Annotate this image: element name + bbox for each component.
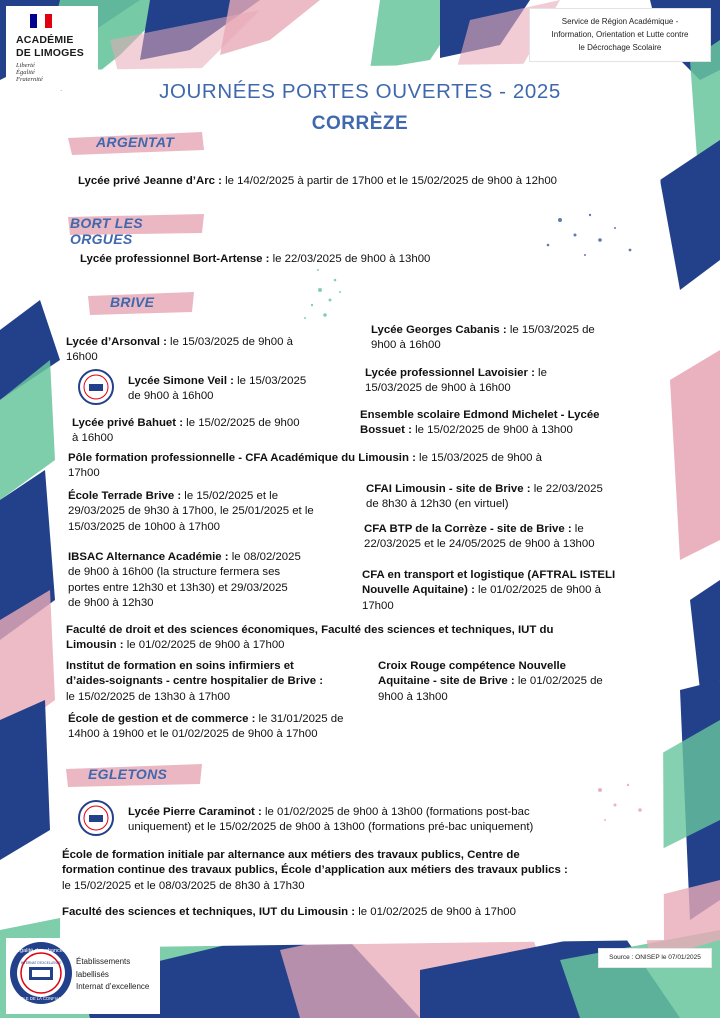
section-banner-egletons bbox=[64, 762, 204, 788]
service-info-box bbox=[529, 8, 711, 62]
logo-motto-2: Égalité bbox=[16, 69, 35, 76]
badge-text-top: Égalité des chances bbox=[16, 948, 66, 954]
section-banner-bort bbox=[66, 211, 206, 247]
entry-bort-artense: Lycée professionnel Bort-Artense : le 22/03/2025 de 9h00 à 13h00 bbox=[80, 253, 431, 265]
entry-croix-rouge: Croix Rouge compétence Nouvelle Aquitaine - site de Brive : le 01/02/2025 de 9h00 à 13h00 bbox=[378, 660, 603, 703]
section-label-egletons: EGLETONS bbox=[88, 766, 168, 782]
service-line-3: le Décrochage Scolaire bbox=[578, 43, 662, 52]
service-line-1: Service de Région Académique - bbox=[561, 17, 679, 26]
entry-edmond-michelet: Ensemble scolaire Edmond Michelet - Lycée Bossuet : le 15/02/2025 de 9h00 à 13h00 bbox=[360, 409, 600, 437]
badge-text-bottom: ÉCOLE DE LA CONFIANCE bbox=[14, 996, 68, 1001]
entry-travaux-publics: École de formation initiale par alternance aux métiers des travaux publics, Centre de formation continue des travaux publics, École d’application aux métiers des travaux publics : le 15/02/2025 et le 08/03/2025 de 8h30 à 17h30 bbox=[62, 849, 568, 892]
entry-bahuet: Lycée privé Bahuet : le 15/02/2025 de 9h00 à 16h00 bbox=[72, 417, 300, 445]
legend-line-1: Établissements bbox=[76, 957, 131, 966]
entry-georges-cabanis: Lycée Georges Cabanis : le 15/03/2025 de 9h00 à 16h00 bbox=[371, 324, 595, 352]
section-banner-argentat bbox=[66, 130, 206, 156]
entry-faculte-sciences-egletons: Faculté des sciences et techniques, IUT du Limousin : le 01/02/2025 de 9h00 à 17h00 bbox=[62, 906, 516, 918]
legend-line-2: labellisés bbox=[76, 969, 109, 979]
logo-line-1: ACADÉMIE bbox=[16, 34, 74, 46]
entry-cfa-transport-logistique: CFA en transport et logistique (AFTRAL ISTELI Nouvelle Aquitaine) : le 01/02/2025 de 9h00 à 17h00 bbox=[362, 569, 616, 612]
entry-jeanne-darc: Lycée privé Jeanne d’Arc : le 14/02/2025 à partir de 17h00 et le 15/02/2025 de 9h00 à 12h00 bbox=[78, 175, 557, 187]
entry-lavoisier: Lycée professionnel Lavoisier : le 15/03/2025 de 9h00 à 16h00 bbox=[365, 367, 547, 395]
internat-excellence-large-badge-icon bbox=[8, 940, 74, 1006]
entry-ifsi-brive: Institut de formation en soins infirmiers et d’aides-soignants - centre hospitalier de Brive : le 15/02/2025 de 13h30 à 17h00 bbox=[66, 660, 323, 703]
logo-motto-1: Liberté bbox=[16, 62, 35, 69]
legend-line-3: Internat d’excellence bbox=[76, 982, 150, 991]
internat-excellence-badge-icon bbox=[78, 369, 114, 405]
page-title: JOURNÉES PORTES OUVERTES - 2025 bbox=[159, 80, 561, 103]
internat-excellence-badge-icon bbox=[78, 800, 114, 836]
entry-faculte-droit: Faculté de droit et des sciences économiques, Faculté des sciences et techniques, IUT du Limousin : le 01/02/2025 de 9h00 à 17h00 bbox=[66, 624, 554, 652]
source-note: Source : ONISEP le 07/01/2025 bbox=[598, 948, 712, 968]
section-banner-brive bbox=[86, 290, 196, 316]
entry-arsonval: Lycée d’Arsonval : le 15/03/2025 de 9h00 à 16h00 bbox=[66, 336, 293, 364]
entry-simone-veil: Lycée Simone Veil : le 15/03/2025 de 9h00 à 16h00 bbox=[128, 375, 307, 403]
legend-text bbox=[76, 956, 149, 994]
french-flag-icon bbox=[30, 14, 52, 28]
entry-ecole-gestion-commerce: École de gestion et de commerce : le 31/01/2025 de 14h00 à 19h00 et le 01/02/2025 de 9h00 à 17h00 bbox=[68, 713, 344, 741]
entry-cfai-limousin: CFAI Limousin - site de Brive : le 22/03/2025 de 8h30 à 12h30 (en virtuel) bbox=[366, 483, 603, 511]
entry-ecole-terrade: École Terrade Brive : le 15/02/2025 et le 29/03/2025 de 9h30 à 17h00, le 25/01/2025 et le 15/03/2025 de 10h00 à 17h00 bbox=[68, 490, 314, 533]
entry-pole-formation-cfa: Pôle formation professionnelle - CFA Académique du Limousin : le 15/03/2025 de 9h00 à 17h00 bbox=[68, 452, 542, 480]
section-label-brive: BRIVE bbox=[110, 294, 155, 310]
entry-pierre-caraminot: Lycée Pierre Caraminot : le 01/02/2025 de 9h00 à 13h00 (formations post-bac uniquement) et le 15/02/2025 de 9h00 à 13h00 (formations pré-bac uniquement) bbox=[128, 806, 534, 834]
section-label-argentat: ARGENTAT bbox=[96, 134, 175, 150]
section-label-bort: BORT LES ORGUES bbox=[70, 215, 143, 247]
logo-motto-3: Fraternité bbox=[16, 76, 43, 83]
academie-logo bbox=[6, 6, 98, 90]
service-line-2: Information, Orientation et Lutte contre bbox=[551, 30, 689, 39]
logo-line-2: DE LIMOGES bbox=[16, 47, 84, 59]
entry-ibsac: IBSAC Alternance Académie : le 08/02/2025 de 9h00 à 16h00 (la structure fermera ses portes entre 12h30 et 13h30) et 29/03/2025 de 9h00 à 12h30 bbox=[68, 551, 301, 610]
badge-text-middle: INTERNAT D'EXCELLENCE bbox=[20, 961, 62, 965]
page-subtitle: CORRÈZE bbox=[311, 113, 409, 134]
entry-cfa-btp-correze: CFA BTP de la Corrèze - site de Brive : le 22/03/2025 et le 24/05/2025 de 9h00 à 13h00 bbox=[364, 523, 595, 551]
